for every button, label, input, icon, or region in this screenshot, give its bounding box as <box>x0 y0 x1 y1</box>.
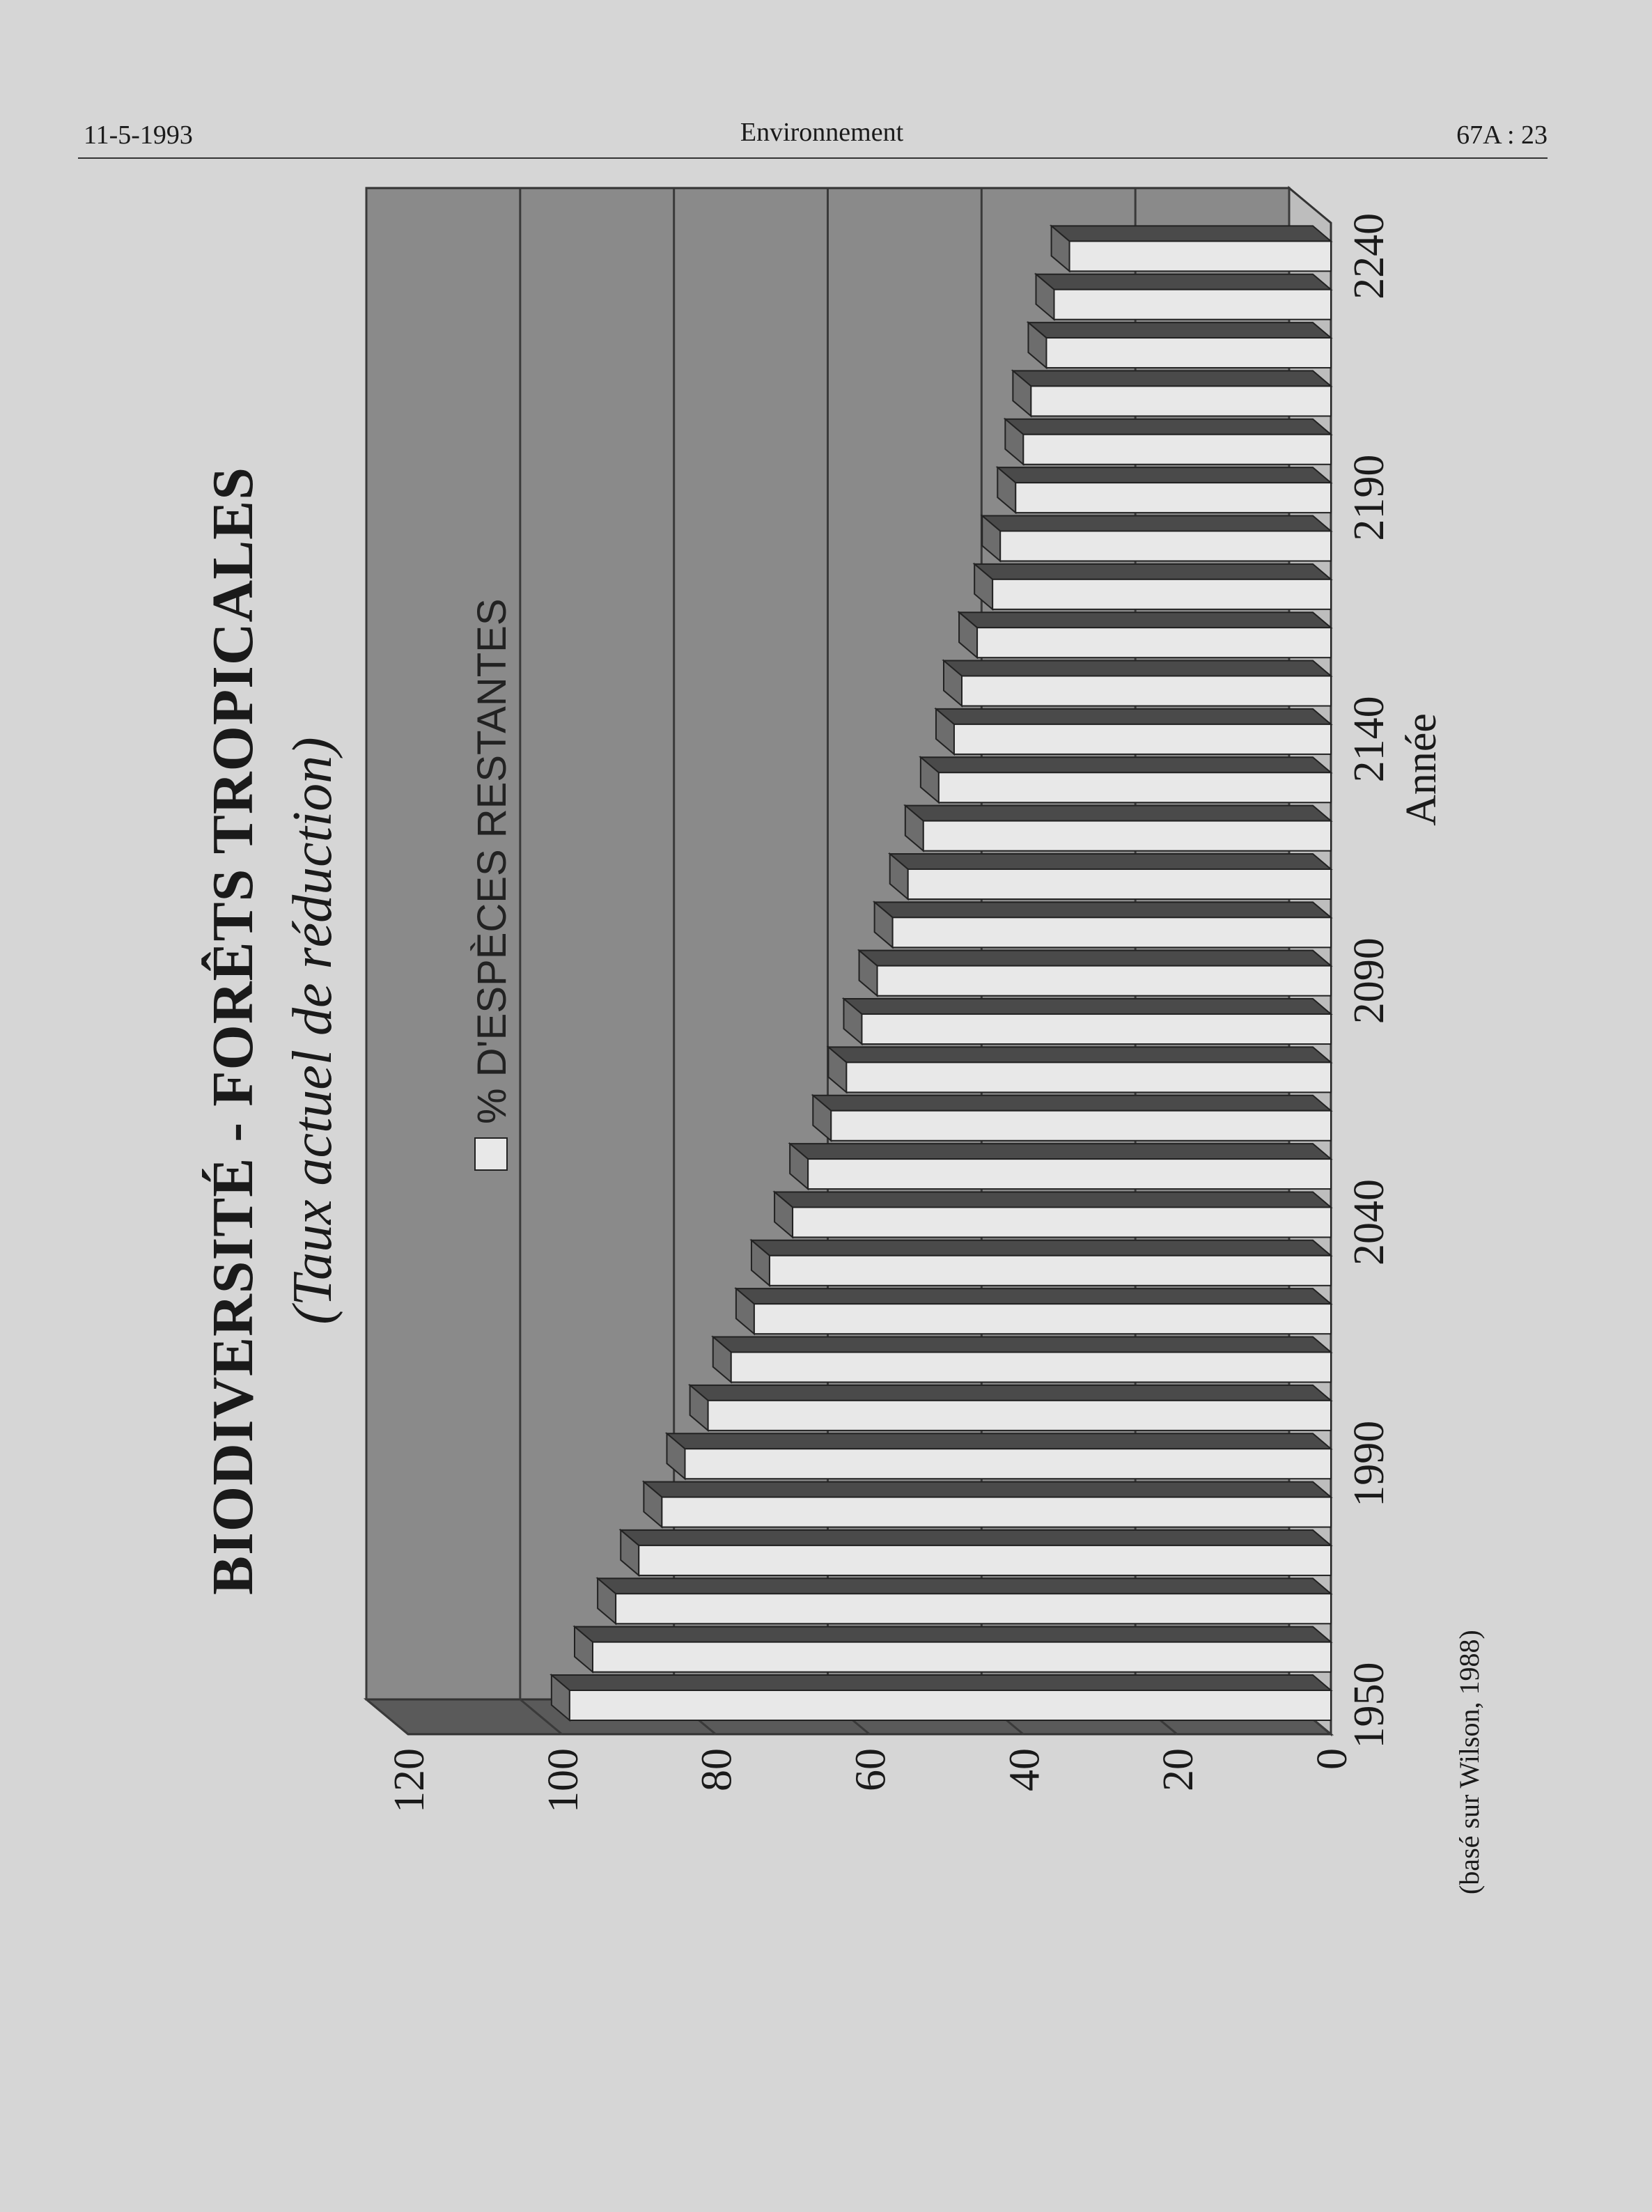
bar <box>992 579 1331 609</box>
x-tick-label: 2040 <box>1346 1178 1393 1265</box>
chart-plot <box>199 167 1634 1894</box>
bar <box>846 1062 1331 1092</box>
bar <box>1046 338 1331 368</box>
bar <box>939 772 1331 802</box>
header-page-number: 67A : 23 <box>1456 120 1548 150</box>
bar-side <box>598 1578 1331 1594</box>
bar <box>662 1497 1331 1527</box>
bar-side <box>959 612 1331 628</box>
bar <box>924 821 1331 851</box>
y-tick-label: 80 <box>693 1748 741 1791</box>
bar <box>1054 290 1332 320</box>
header-section: Environnement <box>740 118 904 147</box>
bar-side <box>1005 419 1331 435</box>
bar-side <box>713 1337 1331 1353</box>
bar-side <box>813 1096 1331 1111</box>
bar-side <box>843 999 1331 1014</box>
bar <box>908 869 1331 899</box>
bar <box>570 1690 1331 1720</box>
bar-side <box>1036 274 1332 290</box>
y-tick-label: 0 <box>1309 1748 1356 1770</box>
bar <box>977 628 1331 657</box>
bar <box>708 1401 1331 1431</box>
y-tick-label: 40 <box>1001 1748 1049 1791</box>
bar-side <box>790 1144 1331 1159</box>
bar <box>685 1449 1332 1479</box>
y-tick-label: 60 <box>847 1748 895 1791</box>
x-tick-label: 1990 <box>1346 1420 1393 1507</box>
x-tick-label: 2190 <box>1346 454 1393 541</box>
bar-side <box>859 951 1331 966</box>
bar-side <box>997 467 1331 483</box>
bar-side <box>621 1530 1331 1545</box>
bar <box>831 1111 1331 1141</box>
bar-side <box>905 806 1331 821</box>
bar <box>1015 483 1331 513</box>
bar-side <box>875 902 1331 917</box>
bar <box>878 966 1331 996</box>
bar-side <box>936 709 1331 724</box>
x-tick-label: 2240 <box>1346 212 1393 299</box>
bar <box>593 1642 1331 1672</box>
bar <box>731 1353 1331 1382</box>
bar-side <box>552 1675 1331 1690</box>
bar-side <box>690 1385 1331 1401</box>
bar-side <box>1052 226 1331 241</box>
bar <box>616 1594 1331 1623</box>
bar <box>862 1014 1331 1044</box>
bar <box>954 724 1331 754</box>
bar-side <box>575 1627 1331 1642</box>
bar-side <box>828 1047 1331 1062</box>
bar-side <box>667 1433 1332 1449</box>
bar-side <box>774 1192 1331 1207</box>
bar-side <box>982 515 1331 531</box>
bar-side <box>921 757 1331 772</box>
x-tick-label: 1950 <box>1346 1662 1393 1749</box>
bar-side <box>1028 322 1331 338</box>
bar <box>754 1304 1331 1334</box>
bar-side <box>974 564 1331 579</box>
bar <box>770 1256 1331 1286</box>
legend-label: % D'ESPÈCES RESTANTES <box>469 598 515 1124</box>
bar-side <box>944 661 1331 676</box>
y-tick-label: 100 <box>539 1748 587 1813</box>
bar-side <box>1013 371 1331 386</box>
x-axis-title: Année <box>1398 713 1445 826</box>
y-tick-label: 20 <box>1155 1748 1203 1791</box>
bar <box>1000 531 1331 561</box>
x-tick-label: 2140 <box>1346 696 1393 783</box>
x-tick-label: 2090 <box>1346 937 1393 1025</box>
y-tick-label: 120 <box>386 1748 433 1813</box>
bar <box>893 917 1331 947</box>
source-note: (basé sur Wilson, 1988) <box>1454 1630 1485 1894</box>
header-rule <box>78 157 1548 159</box>
chart-title: BIODIVERSITÉ - FORÊTS TROPICALES <box>201 467 265 1595</box>
bar <box>962 676 1331 706</box>
rotated-chart <box>199 167 1634 1894</box>
header-date: 11-5-1993 <box>84 120 193 150</box>
bar <box>793 1207 1331 1237</box>
bar-side <box>644 1482 1331 1497</box>
bar-side <box>890 854 1331 869</box>
bar <box>1023 435 1331 465</box>
bar-side <box>751 1240 1331 1256</box>
bar <box>1031 386 1331 416</box>
bar <box>1070 241 1331 271</box>
chart-subtitle: (Taux actuel de réduction) <box>282 737 343 1325</box>
legend-swatch <box>475 1138 507 1170</box>
bar <box>639 1545 1331 1575</box>
bar <box>808 1159 1331 1189</box>
bar-side <box>736 1288 1331 1304</box>
